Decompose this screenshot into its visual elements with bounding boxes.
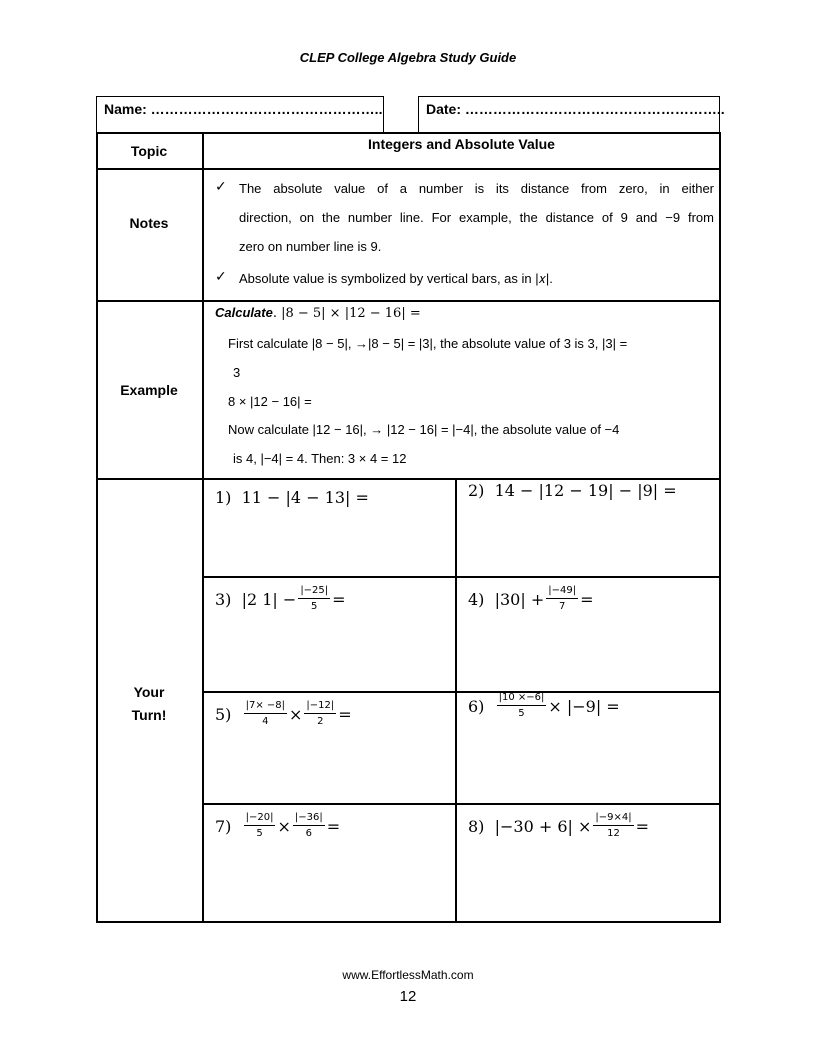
footer-url[interactable]: www.EffortlessMath.com: [342, 968, 474, 982]
name-label: Name: …………………………………………..: [104, 101, 383, 117]
topic-value: Integers and Absolute Value: [368, 136, 555, 152]
example-line-6: is 4, |−4| = 4. Then: 3 × 4 = 12: [233, 451, 407, 466]
problem-7: 7) $\frac{|-20|}{5}$ × $\frac{|-36|}{6}$ =: [215, 812, 341, 839]
checkmark-icon: ✓: [215, 178, 227, 194]
calculate-keyword: Calculate: [215, 305, 273, 320]
date-label: Date: ………………………………………………..: [426, 101, 725, 117]
fraction: $\frac{|10 \times-6|}{5}$: [498, 692, 545, 719]
name-field[interactable]: [96, 96, 384, 133]
example-label: Example: [120, 382, 178, 398]
problem-2: 2) 14 − |12 − 19| − |9| =: [468, 481, 677, 500]
note-item-1-line-3: zero on number line is 9.: [239, 239, 382, 254]
fraction: $\frac{|7\times -8|}{4}$: [245, 700, 285, 727]
note-item-2: Absolute value is symbolized by vertical bars, as in |𝑥|.: [239, 271, 553, 286]
problem-6: 6) $\frac{|10 \times-6|}{5}$ × |−9| =: [468, 692, 620, 719]
problem-4: 4) |30| + $\frac{|-49|}{7}$ =: [468, 585, 594, 612]
example-line-4: 8 × |12 − 16| =: [228, 394, 312, 409]
your-turn-label: Your Turn!: [131, 684, 167, 723]
example-line-3: 3: [233, 365, 241, 380]
example-line-1: [215, 305, 421, 321]
fraction: $\frac{|-25|}{5}$: [300, 585, 329, 612]
topic-label: Topic: [130, 143, 168, 159]
date-field[interactable]: [418, 96, 725, 133]
document-title: CLEP College Algebra Study Guide: [299, 50, 517, 65]
example-line-5: Now calculate |12 − 16|, → |12 − 16| = |−4|, the absolute value of −4: [228, 422, 620, 437]
notes-label: Notes: [129, 215, 169, 231]
problem-5: 5) $\frac{|7\times -8|}{4}$ × $\frac{|-12|}{2}$ =: [215, 700, 352, 727]
checkmark-icon: ✓: [215, 268, 227, 284]
example-expression: . |8 − 5| × |12 − 16| =: [272, 306, 421, 321]
problem-3: 3) |2 1| − $\frac{|-25|}{5}$ =: [215, 585, 346, 612]
fraction: $\frac{|-49|}{7}$: [548, 585, 577, 612]
note-item-1-line-2: direction, on the number line. For example, the distance of 9 and −9 from: [239, 210, 714, 225]
fraction: $\frac{|-20|}{5}$: [245, 812, 274, 839]
fraction: $\frac{|-36|}{6}$: [294, 812, 323, 839]
problem-1: 1) 11 − |4 − 13| =: [215, 488, 369, 507]
note-item-1-line-1: The absolute value of a number is its distance from zero, in either: [239, 181, 714, 196]
page-number: 12: [399, 988, 417, 1005]
fraction: $\frac{|-9\times 4|}{12}$: [595, 812, 632, 839]
problem-8: 8) |−30 + 6| × $\frac{|-9\times 4|}{12}$ =: [468, 812, 650, 839]
fraction: $\frac{|-12|}{2}$: [306, 700, 335, 727]
example-line-2: First calculate |8 − 5|, →|8 − 5| = |3|, the absolute value of 3 is 3, |3| =: [228, 336, 628, 351]
